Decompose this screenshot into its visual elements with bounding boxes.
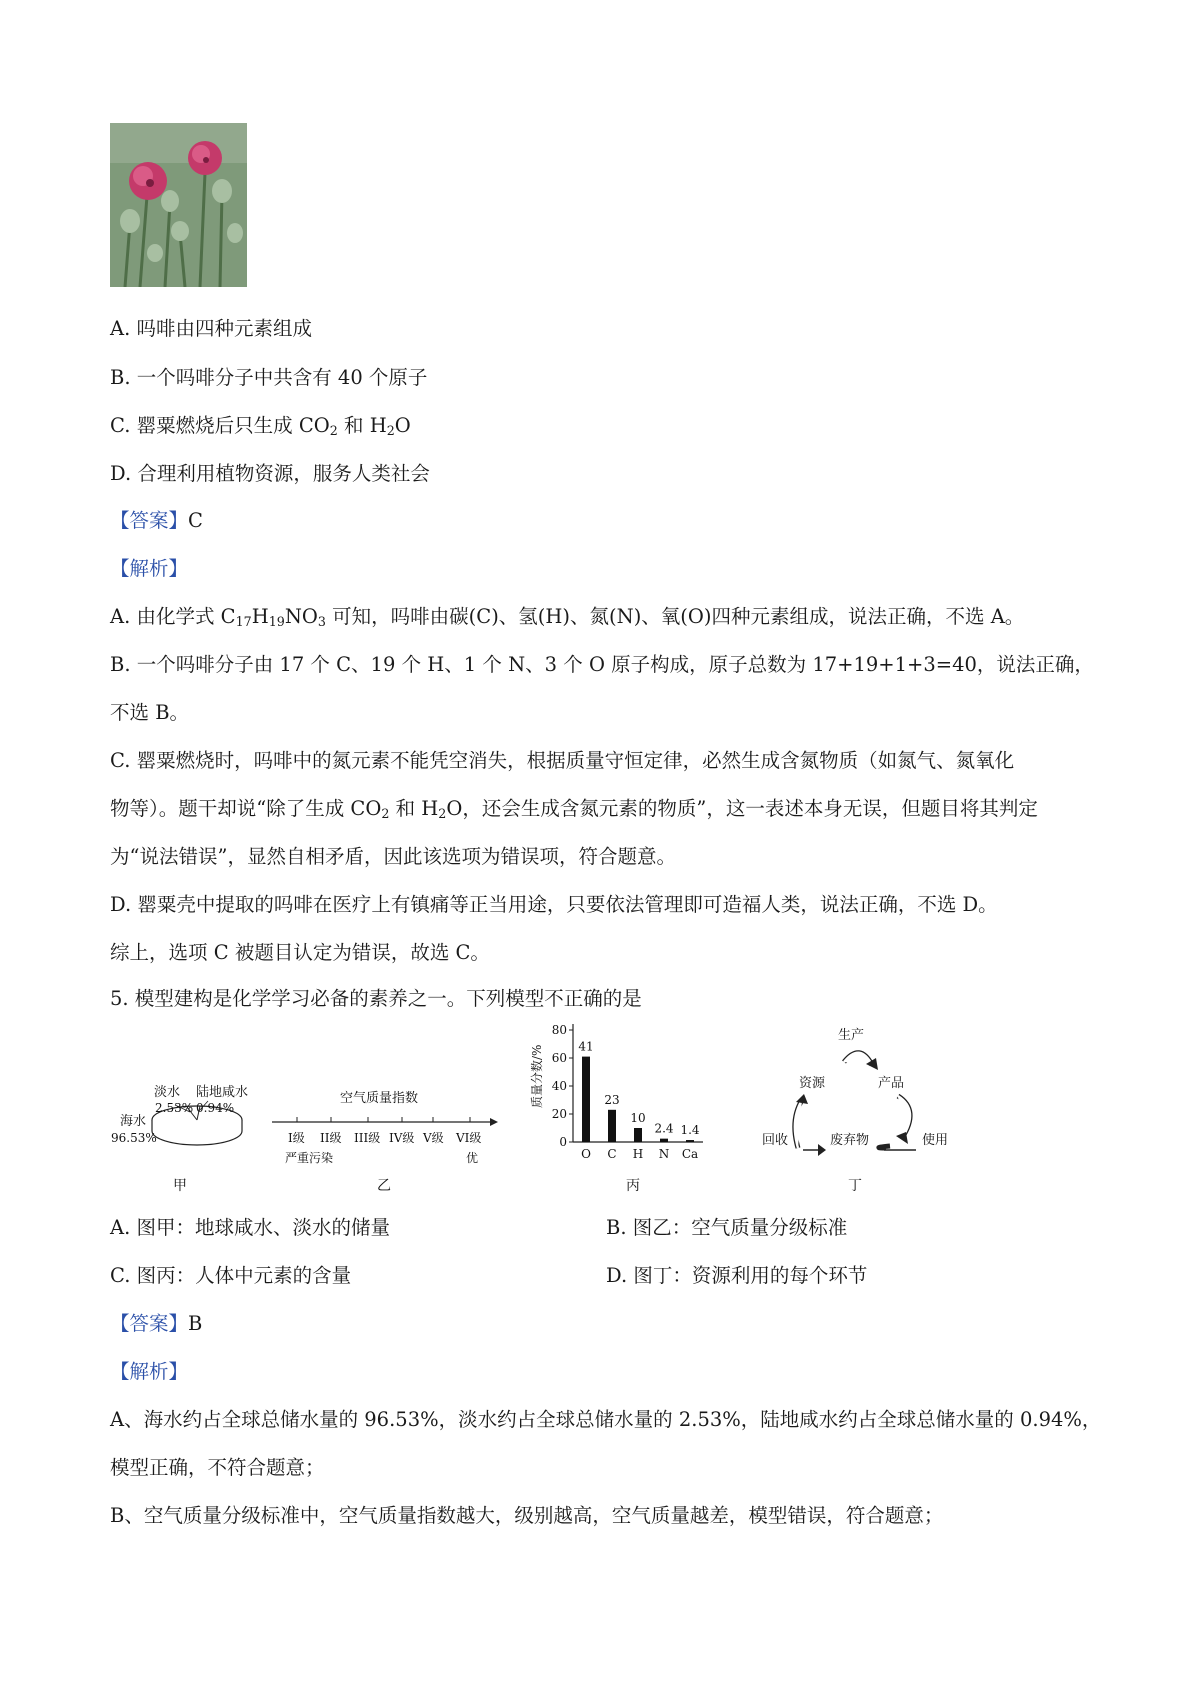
poppy-photo [110, 123, 247, 287]
land-label: 陆地咸水 [196, 1085, 249, 1100]
q5-option-a: A. 图甲：地球咸水、淡水的储量 [110, 1216, 390, 1239]
x-tick-label: H [632, 1147, 644, 1161]
q5-option-b: B. 图乙：空气质量分级标准 [606, 1216, 848, 1239]
q5-analysis-tag: 【解析】 [110, 1360, 189, 1383]
bar-ca [686, 1140, 694, 1142]
node-waste: 废弃物 [830, 1133, 870, 1148]
level-5: V级 [423, 1131, 444, 1145]
bar-value-label: 10 [630, 1111, 646, 1125]
analysis-summary: 综上，选项 C 被题目认定为错误，故选 C。 [110, 941, 490, 964]
bar-value-label: 2.4 [654, 1121, 674, 1136]
y-tick-label: 0 [559, 1135, 567, 1149]
y-tick-label: 20 [551, 1107, 567, 1121]
fresh-value: 2.53% [155, 1101, 194, 1115]
sea-value: 96.53% [111, 1131, 157, 1145]
level-1: I级 [288, 1131, 305, 1145]
analysis-c-line1: C. 罂粟燃烧时，吗啡中的氮元素不能凭空消失，根据质量守恒定律，必然生成含氮物质（如氮气、氮氧化 [110, 749, 1015, 772]
figures-row [0, 1020, 1200, 1205]
bar-value-label: 1.4 [680, 1123, 700, 1138]
y-tick-label: 80 [551, 1023, 567, 1037]
option-b: B. 一个吗啡分子中共含有 40 个原子 [110, 366, 428, 389]
bar-value-label: 41 [578, 1039, 594, 1054]
bar-c [608, 1110, 616, 1142]
x-tick-label: O [581, 1147, 591, 1161]
answer-line [110, 507, 203, 535]
q5-answer-value: B [188, 1312, 203, 1335]
node-use: 使用 [922, 1133, 949, 1148]
analysis-a: A. 由化学式 $C_{17}H_{19}NO_3$ 可知，吗啡由碳(C)、氢(H)、氮(N)、氧(O)四种元素组成，说法正确，不选 A。 [110, 605, 1025, 630]
aqi-title: 空气质量指数 [340, 1091, 419, 1106]
figure-ding [762, 1027, 948, 1194]
answer-tag: 【答案】 [110, 509, 189, 532]
bar-n [660, 1139, 668, 1142]
caption-bing: 丙 [626, 1178, 640, 1194]
level-6: VI级 [456, 1131, 482, 1145]
poppy-illustration [110, 123, 247, 287]
analysis-c-line2: 物等）。题干却说“除了生成 $CO_2$ 和 $H_2O$，还会生成含氮元素的物质”，这一表述本身无误，但题目将其判定 [110, 797, 1038, 822]
x-tick-label: N [658, 1147, 670, 1161]
caption-jia: 甲 [173, 1178, 187, 1194]
y-tick-label: 60 [551, 1051, 567, 1065]
q5-analysis-b: B、空气质量分级标准中，空气质量指数越大，级别越高，空气质量越差，模型错误，符合题意； [110, 1504, 944, 1527]
question-5-stem: 5. 模型建构是化学学习必备的素养之一。下列模型不正确的是 [110, 987, 642, 1010]
option-d: D. 合理利用植物资源，服务人类社会 [110, 462, 430, 485]
q5-analysis-a-line2: 模型正确，不符合题意； [110, 1456, 325, 1479]
figure-bing-chart [529, 1023, 703, 1194]
y-axis-label: 质量分数/% [530, 1044, 544, 1108]
bar-h [634, 1128, 642, 1142]
excellent-label: 优 [466, 1151, 479, 1165]
node-production: 生产 [838, 1028, 865, 1043]
q5-answer-line [110, 1310, 202, 1338]
analysis-b-line2: 不选 B。 [110, 701, 190, 724]
answer-value: C [188, 509, 203, 532]
node-recycle: 回收 [762, 1133, 789, 1148]
fresh-label: 淡水 [154, 1085, 181, 1100]
caption-ding: 丁 [848, 1178, 862, 1194]
q5-option-d: D. 图丁：资源利用的每个环节 [606, 1264, 868, 1287]
land-value: 0.94% [196, 1101, 235, 1115]
x-tick-label: Ca [681, 1147, 699, 1161]
node-resource: 资源 [799, 1076, 826, 1091]
analysis-tag: 【解析】 [110, 557, 189, 580]
analysis-b-line1: B. 一个吗啡分子由 17 个 C、19 个 H、1 个 N、3 个 O 原子构成，原子总数为 17+19+1+3=40，说法正确， [110, 653, 1094, 676]
q5-analysis-a-line1: A、海水约占全球总储水量的 96.53%，淡水约占全球总储水量的 2.53%，陆地咸水约占全球总储水量的 0.94%， [110, 1408, 1102, 1431]
option-c: C. 罂粟燃烧后只生成 $CO_2$ 和 $H_2O$ [110, 414, 411, 439]
y-tick-label: 40 [551, 1079, 567, 1093]
analysis-d: D. 罂粟壳中提取的吗啡在医疗上有镇痛等正当用途，只要依法管理即可造福人类，说法正确，不选 D。 [110, 893, 998, 916]
level-2: II级 [320, 1131, 342, 1145]
level-3: III级 [354, 1131, 381, 1145]
q5-answer-tag: 【答案】 [110, 1312, 189, 1335]
analysis-c-line3: 为“说法错误”，显然自相矛盾，因此该选项为错误项，符合题意。 [110, 845, 676, 868]
node-product: 产品 [878, 1076, 905, 1091]
sea-label: 海水 [120, 1114, 147, 1129]
figure-yi [272, 1090, 498, 1194]
figure-jia [111, 1084, 248, 1194]
severe-pollution-label: 严重污染 [285, 1151, 334, 1165]
caption-yi: 乙 [377, 1178, 391, 1194]
option-a: A. 吗啡由四种元素组成 [110, 317, 312, 340]
level-4: IV级 [389, 1131, 415, 1145]
bar-o [582, 1057, 590, 1142]
x-tick-label: C [607, 1147, 617, 1161]
q5-option-c: C. 图丙：人体中元素的含量 [110, 1264, 352, 1287]
bar-value-label: 23 [604, 1092, 620, 1107]
